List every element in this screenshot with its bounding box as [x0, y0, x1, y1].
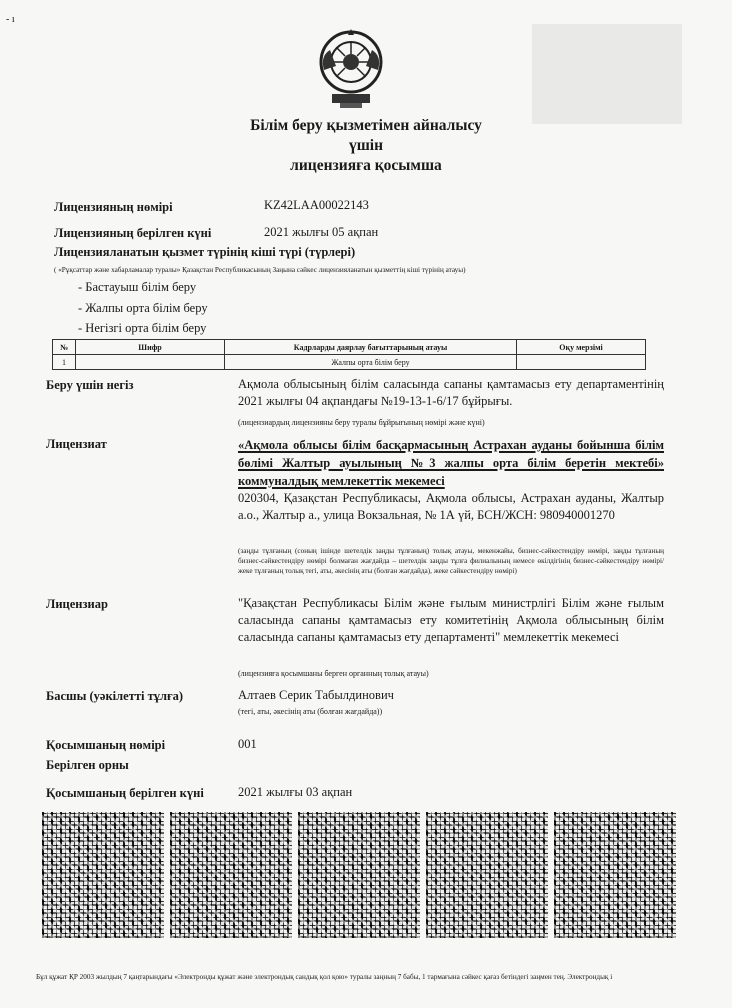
- column-header: №: [53, 340, 76, 355]
- subtype-item: - Негізгі орта білім беру: [78, 321, 207, 335]
- qr-code-icon: [170, 812, 292, 938]
- footer-legal-note: Бұл құжат ҚР 2003 жылдың 7 қаңтарындағы «Электронды құжат және электрондық сандық қол қою» туралы заңның 7 бабы, 1 тармағына сәйкес қағаз бетіндегі заңмен тең. Электрондық і: [36, 973, 613, 981]
- basis-value: Ақмола облысының білім саласында сапаны қамтамасыз ету департаментінің 2021 жылғы 04 ақпандағы №19-13-1-6/17 бұйрығы.: [238, 377, 664, 408]
- subtype-item: - Бастауыш білім беру: [78, 280, 197, 294]
- specialty-table: [52, 339, 646, 370]
- subtypes-note: ( «Рұқсаттар және хабарламалар туралы» Қазақстан Республикасының Заңына сәйкес лицензияланатын қызметтің кіші түрінің атауы): [54, 266, 466, 274]
- appendix-date-label: Қосымшаның берілген күні: [46, 786, 204, 800]
- column-header: Шифр: [76, 340, 225, 355]
- subtypes-label: Лицензияланатын қызмет түрінің кіші түрі (түрлері): [54, 245, 356, 259]
- table-cell: [517, 355, 646, 370]
- license-number-label: Лицензияның нөмірі: [54, 200, 173, 214]
- document-title-line2: үшін: [348, 137, 384, 154]
- table-cell: [76, 355, 225, 370]
- basis-label: Беру үшін негіз: [46, 378, 134, 392]
- licensor-label: Лицензиар: [46, 597, 108, 611]
- licensee-note: (заңды тұлғаның (соның ішінде шетелдік заңды тұлғаның) толық атауы, мекенжайы, бизнес-сәйкестендіру нөмірі, заңды тұлғаның бизнес-сәйкестендіру нөмірі болмаған жағдайда – шетелдік заңды тұлға филиалының немесе өкілдігінің бизнес-сәйкестендіру нөмірі/жеке тұлғаның толық тегі, аты, әкесінің аты (болған жағдайда), жеке сәйкестендіру нөмірі): [238, 547, 664, 575]
- licensee-address: 020304, Қазақстан Республикасы, Ақмола облысы, Астрахан ауданы, Жалтыр а.о., Жалтыр а., улица Вокзальная, № 1А үй, БСН/ЖСН: 980940001270: [238, 491, 664, 522]
- corner-marks: - ı: [6, 14, 15, 25]
- table-cell: Жалпы орта білім беру: [225, 355, 517, 370]
- license-issued-label: Лицензияның берілген күні: [54, 226, 212, 240]
- appendix-place-label: Берілген орны: [46, 758, 129, 772]
- column-header: Оқу мерзімі: [517, 340, 646, 355]
- licensor-note: (лицензияға қосымшаны берген органның толық атауы): [238, 669, 429, 678]
- basis-note: (лицензиардың лицензияны беру туралы бұйрығының нөмірі және күні): [238, 418, 485, 427]
- table-header-row: [53, 340, 646, 355]
- qr-code-icon: [426, 812, 548, 938]
- appendix-date-value: 2021 жылғы 03 ақпан: [238, 785, 353, 799]
- document-title-line3: лицензияға қосымша: [290, 157, 442, 174]
- qr-code-icon: [42, 812, 164, 938]
- head-label: Басшы (уәкілетті тұлға): [46, 689, 184, 703]
- head-note: (тегі, аты, әкесінің аты (болған жағдайда)): [238, 707, 383, 716]
- license-issued-value: 2021 жылғы 05 ақпан: [264, 225, 379, 239]
- state-emblem-icon: [318, 26, 384, 112]
- column-header: Кадрларды даярлау бағыттарының атауы: [225, 340, 517, 355]
- qr-code-icon: [554, 812, 676, 938]
- appendix-number-value: 001: [238, 737, 257, 751]
- licensee-label: Лицензиат: [46, 437, 107, 451]
- document-title-line1: Білім беру қызметімен айналысу: [250, 117, 482, 134]
- table-row: [53, 355, 646, 370]
- licensee-name: «Ақмола облысы білім басқармасының Астрахан ауданы бойынша білім бөлімі Жалтыр ауылының №3 жалпы орта білім беретін мектебі» коммуналдық мемлекеттік мекемесі: [238, 438, 664, 488]
- appendix-number-label: Қосымшаның нөмірі: [46, 738, 166, 752]
- license-number-value: KZ42LAA00022143: [264, 198, 369, 212]
- subtype-item: - Жалпы орта білім беру: [78, 301, 208, 315]
- licensor-value: "Қазақстан Республикасы Білім және ғылым министрлігі Білім және ғылым саласында сапаны қамтамасыз ету комитетінің Ақмола облысының білім саласында сапаны қамтамасыз ету департаменті" мемлекеттік мекемесі: [238, 596, 664, 644]
- head-value: Алтаев Серик Табылдинович: [238, 688, 394, 702]
- stamp-area: [532, 24, 682, 124]
- qr-code-icon: [298, 812, 420, 938]
- table-cell: 1: [53, 355, 76, 370]
